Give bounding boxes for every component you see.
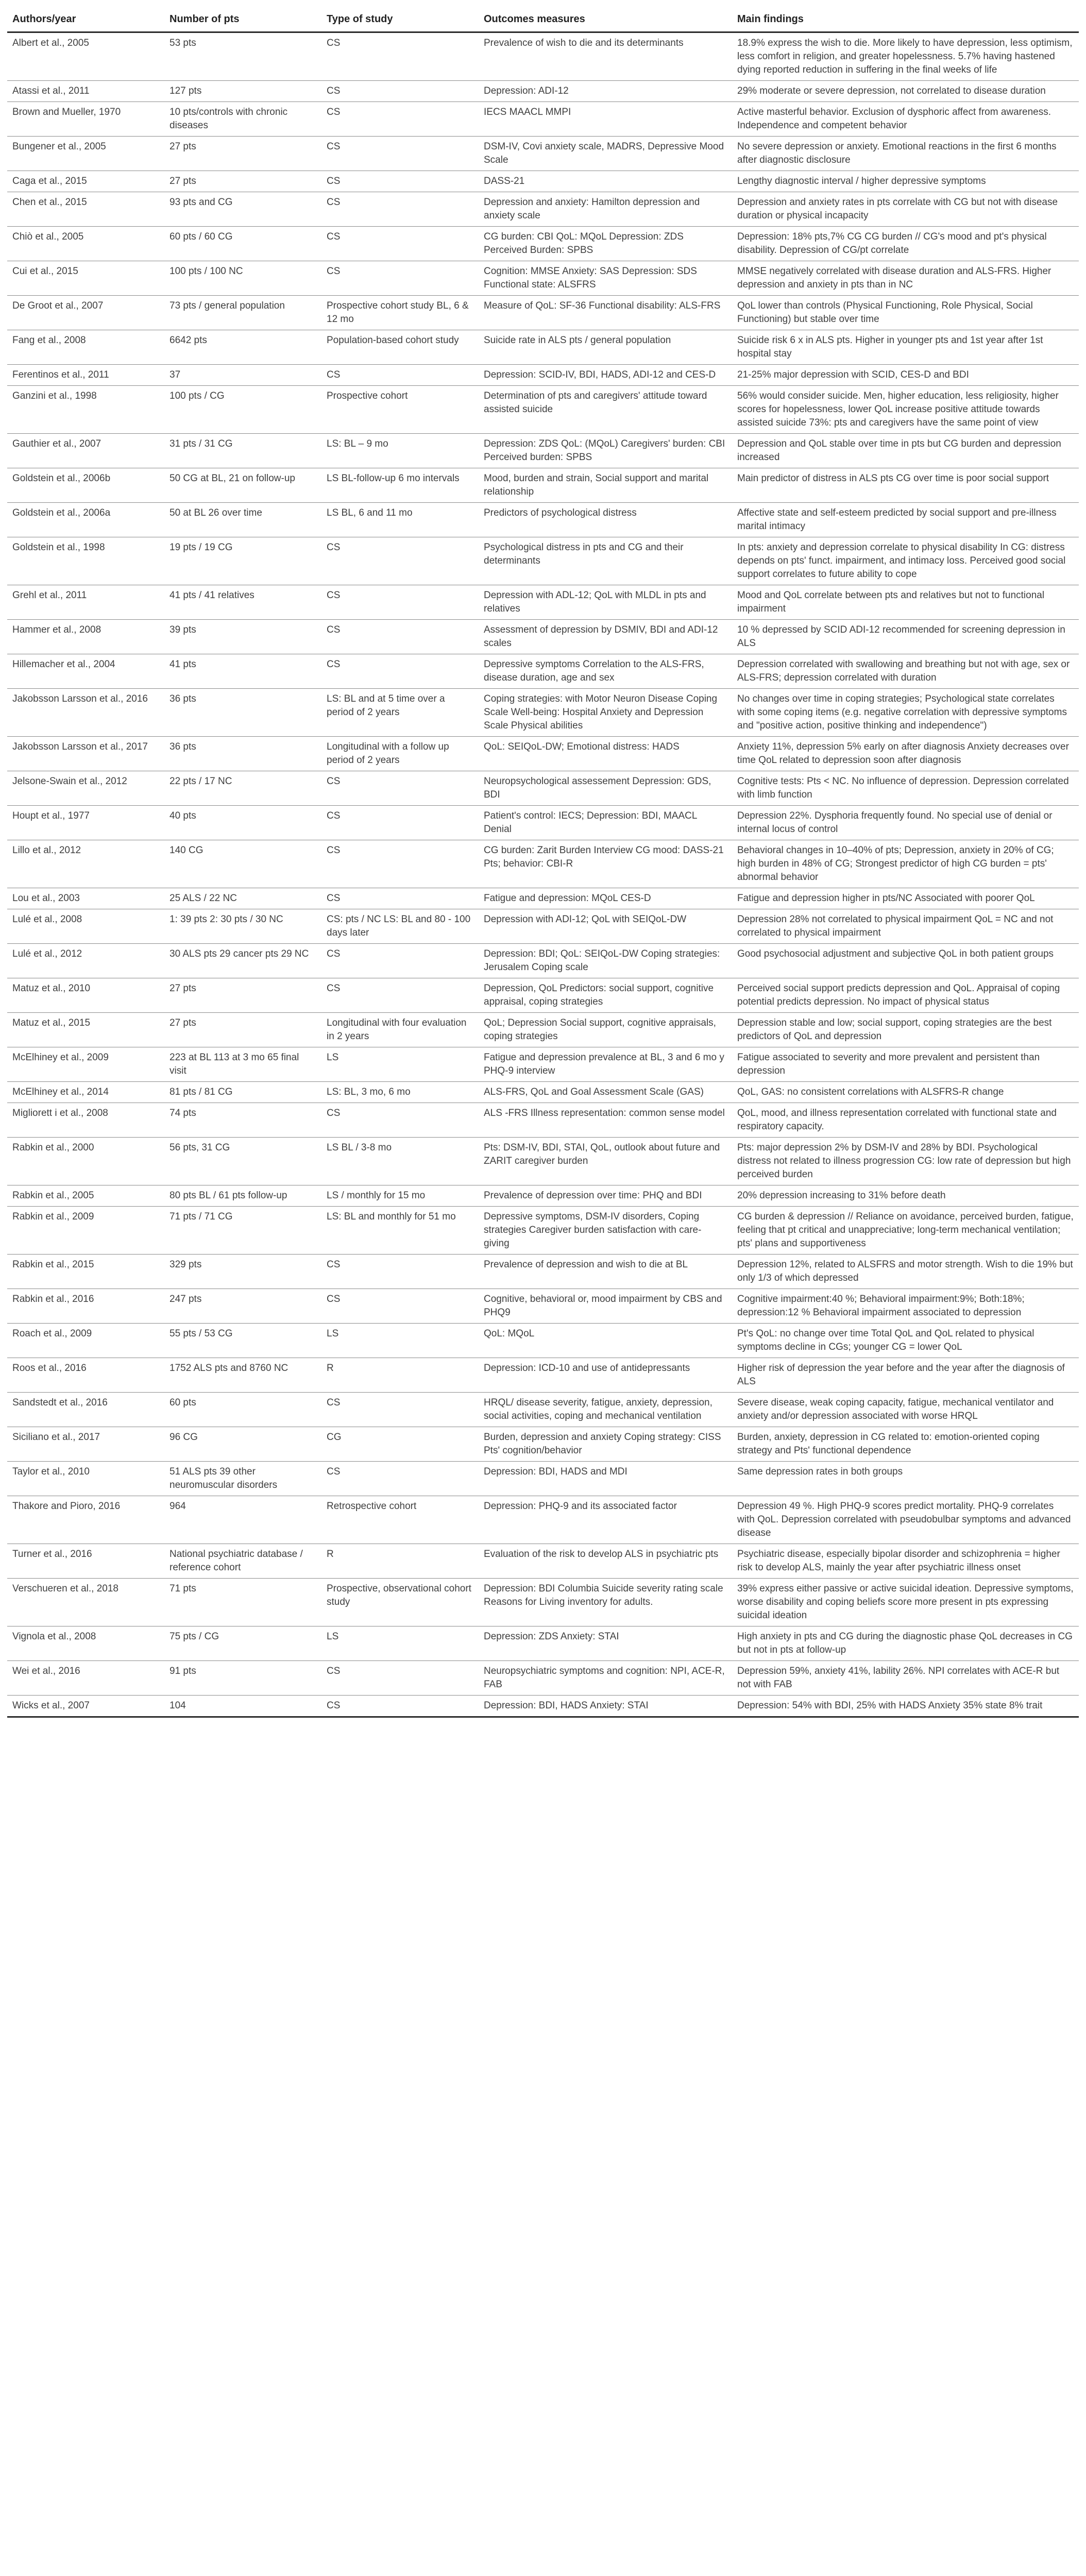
table-body bbox=[7, 32, 1079, 1717]
cell-type-of-study: CS bbox=[321, 171, 479, 192]
cell-authors-year: Houpt et al., 1977 bbox=[7, 806, 164, 840]
cell-authors-year: Wei et al., 2016 bbox=[7, 1661, 164, 1696]
cell-outcomes-measures: DASS-21 bbox=[479, 171, 732, 192]
cell-number-of-pts: 40 pts bbox=[164, 806, 321, 840]
cell-main-findings: Same depression rates in both groups bbox=[732, 1462, 1079, 1496]
table-row bbox=[7, 1496, 1079, 1544]
cell-authors-year: Atassi et al., 2011 bbox=[7, 81, 164, 102]
cell-main-findings: 21-25% major depression with SCID, CES-D and BDI bbox=[732, 365, 1079, 386]
cell-type-of-study: CS: pts / NC LS: BL and 80 - 100 days later bbox=[321, 909, 479, 944]
cell-authors-year: Chen et al., 2015 bbox=[7, 192, 164, 227]
cell-authors-year: Lou et al., 2003 bbox=[7, 888, 164, 909]
cell-main-findings: Depression 59%, anxiety 41%, lability 26%. NPI correlates with ACE-R but not with FAB bbox=[732, 1661, 1079, 1696]
cell-type-of-study: CS bbox=[321, 806, 479, 840]
cell-authors-year: Cui et al., 2015 bbox=[7, 261, 164, 296]
cell-authors-year: Siciliano et al., 2017 bbox=[7, 1427, 164, 1462]
cell-number-of-pts: 27 pts bbox=[164, 1013, 321, 1047]
cell-main-findings: Cognitive impairment:40 %; Behavioral impairment:9%; Both:18%; depression:12 % Behavioral impairment associated to depression bbox=[732, 1289, 1079, 1324]
cell-number-of-pts: 27 pts bbox=[164, 978, 321, 1013]
cell-number-of-pts: 36 pts bbox=[164, 689, 321, 737]
cell-outcomes-measures: Burden, depression and anxiety Coping strategy: CISS Pts' cognition/behavior bbox=[479, 1427, 732, 1462]
cell-type-of-study: CS bbox=[321, 192, 479, 227]
table-row bbox=[7, 1289, 1079, 1324]
cell-type-of-study: CS bbox=[321, 1462, 479, 1496]
cell-number-of-pts: 55 pts / 53 CG bbox=[164, 1324, 321, 1358]
table-row bbox=[7, 1047, 1079, 1082]
cell-outcomes-measures: Depression with ADL-12; QoL with MLDL in pts and relatives bbox=[479, 585, 732, 620]
table-row bbox=[7, 102, 1079, 137]
table-row bbox=[7, 503, 1079, 537]
cell-number-of-pts: 100 pts / 100 NC bbox=[164, 261, 321, 296]
table-row bbox=[7, 1393, 1079, 1427]
cell-authors-year: Caga et al., 2015 bbox=[7, 171, 164, 192]
table-row bbox=[7, 1626, 1079, 1661]
cell-type-of-study: CS bbox=[321, 654, 479, 689]
cell-number-of-pts: 41 pts / 41 relatives bbox=[164, 585, 321, 620]
cell-main-findings: Depression correlated with swallowing and breathing but not with age, sex or ALS-FRS; depression correlated with duration bbox=[732, 654, 1079, 689]
header-number-of-pts: Number of pts bbox=[164, 7, 321, 32]
table-row bbox=[7, 771, 1079, 806]
cell-main-findings: Depression and QoL stable over time in pts but CG burden and depression increased bbox=[732, 434, 1079, 468]
cell-type-of-study: CS bbox=[321, 1393, 479, 1427]
cell-outcomes-measures: Depression: ZDS QoL: (MQoL) Caregivers' burden: CBI Perceived burden: SPBS bbox=[479, 434, 732, 468]
cell-type-of-study: CS bbox=[321, 81, 479, 102]
cell-outcomes-measures: Prevalence of depression over time: PHQ and BDI bbox=[479, 1185, 732, 1207]
cell-outcomes-measures: ALS-FRS, QoL and Goal Assessment Scale (GAS) bbox=[479, 1082, 732, 1103]
table-row bbox=[7, 737, 1079, 771]
cell-type-of-study: CS bbox=[321, 771, 479, 806]
table-row bbox=[7, 1185, 1079, 1207]
cell-outcomes-measures: Predictors of psychological distress bbox=[479, 503, 732, 537]
cell-main-findings: 56% would consider suicide. Men, higher education, less religiosity, higher scores for hopelessness, lower QoL increase positive attitude towards assisted suicide 73%: pts and caregivers have the same point of view bbox=[732, 386, 1079, 434]
cell-number-of-pts: 51 ALS pts 39 other neuromuscular disorders bbox=[164, 1462, 321, 1496]
cell-authors-year: Thakore and Pioro, 2016 bbox=[7, 1496, 164, 1544]
cell-main-findings: Active masterful behavior. Exclusion of dysphoric affect from awareness. Independence and competent behavior bbox=[732, 102, 1079, 137]
cell-authors-year: Hillemacher et al., 2004 bbox=[7, 654, 164, 689]
cell-number-of-pts: 37 bbox=[164, 365, 321, 386]
cell-authors-year: Rabkin et al., 2016 bbox=[7, 1289, 164, 1324]
cell-type-of-study: CS bbox=[321, 365, 479, 386]
cell-main-findings: 29% moderate or severe depression, not correlated to disease duration bbox=[732, 81, 1079, 102]
cell-number-of-pts: 50 at BL 26 over time bbox=[164, 503, 321, 537]
cell-main-findings: 18.9% express the wish to die. More likely to have depression, less optimism, less comfort in religion, and greater hopelessness. 5.7% having hastened dying reported reduction in suffering in the final weeks of life bbox=[732, 32, 1079, 81]
cell-outcomes-measures: QoL: MQoL bbox=[479, 1324, 732, 1358]
cell-type-of-study: Longitudinal with a follow up period of 2 years bbox=[321, 737, 479, 771]
cell-authors-year: Sandstedt et al., 2016 bbox=[7, 1393, 164, 1427]
cell-authors-year: Verschueren et al., 2018 bbox=[7, 1579, 164, 1626]
cell-main-findings: QoL, GAS: no consistent correlations with ALSFRS-R change bbox=[732, 1082, 1079, 1103]
cell-type-of-study: CS bbox=[321, 1103, 479, 1138]
cell-number-of-pts: 41 pts bbox=[164, 654, 321, 689]
cell-outcomes-measures: Prevalence of depression and wish to die at BL bbox=[479, 1255, 732, 1289]
cell-authors-year: Vignola et al., 2008 bbox=[7, 1626, 164, 1661]
cell-authors-year: McElhiney et al., 2014 bbox=[7, 1082, 164, 1103]
cell-authors-year: Migliorett i et al., 2008 bbox=[7, 1103, 164, 1138]
cell-authors-year: Taylor et al., 2010 bbox=[7, 1462, 164, 1496]
table-row bbox=[7, 840, 1079, 888]
table-row bbox=[7, 888, 1079, 909]
cell-main-findings: In pts: anxiety and depression correlate to physical disability In CG: distress depends on pts' funct. impairment, and intimacy loss. Perceived good social support correlates to future ability to cope bbox=[732, 537, 1079, 585]
cell-type-of-study: LS: BL – 9 mo bbox=[321, 434, 479, 468]
cell-outcomes-measures: Depression: SCID-IV, BDI, HADS, ADI-12 and CES-D bbox=[479, 365, 732, 386]
table-row bbox=[7, 81, 1079, 102]
cell-number-of-pts: 964 bbox=[164, 1496, 321, 1544]
cell-main-findings: CG burden & depression // Reliance on avoidance, perceived burden, fatigue, feeling that pt critical and unappreciative; long-term mechanical ventilation; pts' plans and supportiveness bbox=[732, 1207, 1079, 1255]
cell-main-findings: QoL lower than controls (Physical Functioning, Role Physical, Social Functioning) but stable over time bbox=[732, 296, 1079, 330]
header-type-of-study: Type of study bbox=[321, 7, 479, 32]
cell-outcomes-measures: Depression: BDI, HADS Anxiety: STAI bbox=[479, 1696, 732, 1717]
cell-outcomes-measures: Cognition: MMSE Anxiety: SAS Depression: SDS Functional state: ALSFRS bbox=[479, 261, 732, 296]
cell-type-of-study: CS bbox=[321, 32, 479, 81]
table-row bbox=[7, 1082, 1079, 1103]
cell-outcomes-measures: Prevalence of wish to die and its determinants bbox=[479, 32, 732, 81]
table-row bbox=[7, 1579, 1079, 1626]
cell-type-of-study: CS bbox=[321, 102, 479, 137]
cell-main-findings: Fatigue and depression higher in pts/NC Associated with poorer QoL bbox=[732, 888, 1079, 909]
cell-authors-year: Matuz et al., 2010 bbox=[7, 978, 164, 1013]
cell-number-of-pts: 75 pts / CG bbox=[164, 1626, 321, 1661]
cell-type-of-study: CS bbox=[321, 888, 479, 909]
cell-number-of-pts: 19 pts / 19 CG bbox=[164, 537, 321, 585]
cell-main-findings: Mood and QoL correlate between pts and relatives but not to functional impairment bbox=[732, 585, 1079, 620]
cell-number-of-pts: 247 pts bbox=[164, 1289, 321, 1324]
cell-main-findings: Higher risk of depression the year before and the year after the diagnosis of ALS bbox=[732, 1358, 1079, 1393]
cell-outcomes-measures: Depression: BDI Columbia Suicide severity rating scale Reasons for Living inventory for adults. bbox=[479, 1579, 732, 1626]
cell-number-of-pts: 71 pts / 71 CG bbox=[164, 1207, 321, 1255]
table-row bbox=[7, 1103, 1079, 1138]
cell-outcomes-measures: Depression: ADI-12 bbox=[479, 81, 732, 102]
table-row bbox=[7, 1207, 1079, 1255]
cell-type-of-study: CS bbox=[321, 944, 479, 978]
header-authors-year: Authors/year bbox=[7, 7, 164, 32]
cell-main-findings: QoL, mood, and illness representation correlated with functional state and respiratory capacity. bbox=[732, 1103, 1079, 1138]
table-row bbox=[7, 32, 1079, 81]
cell-type-of-study: CS bbox=[321, 840, 479, 888]
cell-number-of-pts: 96 CG bbox=[164, 1427, 321, 1462]
cell-main-findings: 39% express either passive or active suicidal ideation. Depressive symptoms, worse disability and coping beliefs score more present in pts expressing suicidal ideation bbox=[732, 1579, 1079, 1626]
cell-authors-year: Gauthier et al., 2007 bbox=[7, 434, 164, 468]
cell-outcomes-measures: Mood, burden and strain, Social support and marital relationship bbox=[479, 468, 732, 503]
table-row bbox=[7, 1324, 1079, 1358]
cell-number-of-pts: 50 CG at BL, 21 on follow-up bbox=[164, 468, 321, 503]
cell-type-of-study: R bbox=[321, 1358, 479, 1393]
table-row bbox=[7, 386, 1079, 434]
cell-authors-year: Goldstein et al., 1998 bbox=[7, 537, 164, 585]
cell-outcomes-measures: Depressive symptoms Correlation to the ALS-FRS, disease duration, age and sex bbox=[479, 654, 732, 689]
cell-authors-year: Rabkin et al., 2009 bbox=[7, 1207, 164, 1255]
cell-number-of-pts: 80 pts BL / 61 pts follow-up bbox=[164, 1185, 321, 1207]
table-header bbox=[7, 7, 1079, 32]
cell-outcomes-measures: Depression, QoL Predictors: social support, cognitive appraisal, coping strategies bbox=[479, 978, 732, 1013]
cell-outcomes-measures: Depression: PHQ-9 and its associated factor bbox=[479, 1496, 732, 1544]
cell-number-of-pts: 53 pts bbox=[164, 32, 321, 81]
cell-type-of-study: LS: BL and at 5 time over a period of 2 years bbox=[321, 689, 479, 737]
cell-authors-year: McElhiney et al., 2009 bbox=[7, 1047, 164, 1082]
cell-outcomes-measures: ALS -FRS Illness representation: common sense model bbox=[479, 1103, 732, 1138]
table-row bbox=[7, 978, 1079, 1013]
cell-main-findings: Suicide risk 6 x in ALS pts. Higher in younger pts and 1st year after 1st hospital stay bbox=[732, 330, 1079, 365]
cell-number-of-pts: 100 pts / CG bbox=[164, 386, 321, 434]
cell-type-of-study: CS bbox=[321, 620, 479, 654]
cell-type-of-study: CS bbox=[321, 1289, 479, 1324]
cell-outcomes-measures: Suicide rate in ALS pts / general population bbox=[479, 330, 732, 365]
cell-type-of-study: CS bbox=[321, 137, 479, 171]
cell-number-of-pts: 329 pts bbox=[164, 1255, 321, 1289]
cell-type-of-study: LS BL / 3-8 mo bbox=[321, 1138, 479, 1185]
cell-outcomes-measures: Depression: ZDS Anxiety: STAI bbox=[479, 1626, 732, 1661]
cell-number-of-pts: 223 at BL 113 at 3 mo 65 final visit bbox=[164, 1047, 321, 1082]
cell-outcomes-measures: CG burden: Zarit Burden Interview CG mood: DASS-21 Pts; behavior: CBI-R bbox=[479, 840, 732, 888]
cell-number-of-pts: 1752 ALS pts and 8760 NC bbox=[164, 1358, 321, 1393]
cell-type-of-study: CS bbox=[321, 261, 479, 296]
cell-outcomes-measures: Neuropsychological assessement Depression: GDS, BDI bbox=[479, 771, 732, 806]
header-row bbox=[7, 7, 1079, 32]
table-row bbox=[7, 806, 1079, 840]
cell-type-of-study: LS bbox=[321, 1626, 479, 1661]
cell-type-of-study: Prospective, observational cohort study bbox=[321, 1579, 479, 1626]
cell-main-findings: Burden, anxiety, depression in CG related to: emotion-oriented coping strategy and Pts' functional dependence bbox=[732, 1427, 1079, 1462]
table-row bbox=[7, 689, 1079, 737]
cell-outcomes-measures: Depressive symptoms, DSM-IV disorders, Coping strategies Caregiver burden satisfaction with care-giving bbox=[479, 1207, 732, 1255]
cell-number-of-pts: 36 pts bbox=[164, 737, 321, 771]
cell-type-of-study: CS bbox=[321, 1661, 479, 1696]
cell-main-findings: Depression 49 %. High PHQ-9 scores predict mortality. PHQ-9 correlates with QoL. Depression correlated with pseudobulbar symptoms and advanced disease bbox=[732, 1496, 1079, 1544]
table-row bbox=[7, 585, 1079, 620]
cell-type-of-study: LS bbox=[321, 1047, 479, 1082]
table-row bbox=[7, 654, 1079, 689]
cell-outcomes-measures: Patient's control: IECS; Depression: BDI, MAACL Denial bbox=[479, 806, 732, 840]
cell-main-findings: High anxiety in pts and CG during the diagnostic phase QoL decreases in CG but not in pts at follow-up bbox=[732, 1626, 1079, 1661]
cell-number-of-pts: 6642 pts bbox=[164, 330, 321, 365]
cell-outcomes-measures: Assessment of depression by DSMIV, BDI and ADI-12 scales bbox=[479, 620, 732, 654]
cell-outcomes-measures: Fatigue and depression prevalence at BL, 3 and 6 mo y PHQ-9 interview bbox=[479, 1047, 732, 1082]
cell-main-findings: Anxiety 11%, depression 5% early on after diagnosis Anxiety decreases over time QoL related to depression soon after diagnosis bbox=[732, 737, 1079, 771]
cell-main-findings: Main predictor of distress in ALS pts CG over time is poor social support bbox=[732, 468, 1079, 503]
table-row bbox=[7, 944, 1079, 978]
cell-number-of-pts: 1: 39 pts 2: 30 pts / 30 NC bbox=[164, 909, 321, 944]
cell-authors-year: Matuz et al., 2015 bbox=[7, 1013, 164, 1047]
cell-type-of-study: CS bbox=[321, 227, 479, 261]
cell-main-findings: 10 % depressed by SCID ADI-12 recommended for screening depression in ALS bbox=[732, 620, 1079, 654]
table-row bbox=[7, 365, 1079, 386]
cell-number-of-pts: 93 pts and CG bbox=[164, 192, 321, 227]
cell-outcomes-measures: Determination of pts and caregivers' attitude toward assisted suicide bbox=[479, 386, 732, 434]
cell-main-findings: Depression 12%, related to ALSFRS and motor strength. Wish to die 19% but only 1/3 of which depressed bbox=[732, 1255, 1079, 1289]
cell-outcomes-measures: Depression: BDI; QoL: SEIQoL-DW Coping strategies: Jerusalem Coping scale bbox=[479, 944, 732, 978]
cell-main-findings: Fatigue associated to severity and more prevalent and persistent than depression bbox=[732, 1047, 1079, 1082]
cell-outcomes-measures: Psychological distress in pts and CG and their determinants bbox=[479, 537, 732, 585]
cell-authors-year: Lulé et al., 2008 bbox=[7, 909, 164, 944]
cell-authors-year: Goldstein et al., 2006a bbox=[7, 503, 164, 537]
cell-type-of-study: Prospective cohort study BL, 6 & 12 mo bbox=[321, 296, 479, 330]
cell-authors-year: Rabkin et al., 2005 bbox=[7, 1185, 164, 1207]
cell-outcomes-measures: IECS MAACL MMPI bbox=[479, 102, 732, 137]
cell-outcomes-measures: Depression and anxiety: Hamilton depression and anxiety scale bbox=[479, 192, 732, 227]
cell-number-of-pts: 39 pts bbox=[164, 620, 321, 654]
cell-type-of-study: CG bbox=[321, 1427, 479, 1462]
cell-type-of-study: CS bbox=[321, 978, 479, 1013]
cell-main-findings: Psychiatric disease, especially bipolar disorder and schizophrenia = higher risk to develop ALS, mainly the year after psychiatric illness onset bbox=[732, 1544, 1079, 1579]
cell-authors-year: Jakobsson Larsson et al., 2017 bbox=[7, 737, 164, 771]
cell-type-of-study: CS bbox=[321, 1255, 479, 1289]
cell-authors-year: Roos et al., 2016 bbox=[7, 1358, 164, 1393]
table-row bbox=[7, 1462, 1079, 1496]
table-row bbox=[7, 192, 1079, 227]
cell-number-of-pts: 74 pts bbox=[164, 1103, 321, 1138]
cell-number-of-pts: 127 pts bbox=[164, 81, 321, 102]
cell-main-findings: Good psychosocial adjustment and subjective QoL in both patient groups bbox=[732, 944, 1079, 978]
cell-type-of-study: Longitudinal with four evaluation in 2 years bbox=[321, 1013, 479, 1047]
cell-authors-year: Rabkin et al., 2000 bbox=[7, 1138, 164, 1185]
cell-type-of-study: LS BL, 6 and 11 mo bbox=[321, 503, 479, 537]
cell-authors-year: Ganzini et al., 1998 bbox=[7, 386, 164, 434]
header-outcomes-measures: Outcomes measures bbox=[479, 7, 732, 32]
header-main-findings: Main findings bbox=[732, 7, 1079, 32]
cell-outcomes-measures: Coping strategies: with Motor Neuron Disease Coping Scale Well-being: Hospital Anxiety and Depression Scale Physical abilities bbox=[479, 689, 732, 737]
cell-main-findings: Severe disease, weak coping capacity, fatigue, mechanical ventilator and anxiety and/or depression associated with worse HRQL bbox=[732, 1393, 1079, 1427]
cell-number-of-pts: 10 pts/controls with chronic diseases bbox=[164, 102, 321, 137]
table-row bbox=[7, 330, 1079, 365]
cell-main-findings: Depression: 54% with BDI, 25% with HADS Anxiety 35% state 8% trait bbox=[732, 1696, 1079, 1717]
cell-authors-year: Fang et al., 2008 bbox=[7, 330, 164, 365]
cell-type-of-study: Retrospective cohort bbox=[321, 1496, 479, 1544]
literature-table bbox=[7, 7, 1079, 1718]
cell-authors-year: Turner et al., 2016 bbox=[7, 1544, 164, 1579]
table-row bbox=[7, 227, 1079, 261]
cell-authors-year: Hammer et al., 2008 bbox=[7, 620, 164, 654]
cell-type-of-study: Population-based cohort study bbox=[321, 330, 479, 365]
cell-type-of-study: Prospective cohort bbox=[321, 386, 479, 434]
cell-outcomes-measures: Depression with ADI-12; QoL with SEIQoL-DW bbox=[479, 909, 732, 944]
cell-number-of-pts: National psychiatric database / reference cohort bbox=[164, 1544, 321, 1579]
cell-number-of-pts: 31 pts / 31 CG bbox=[164, 434, 321, 468]
cell-main-findings: Behavioral changes in 10–40% of pts; Depression, anxiety in 20% of CG; high burden in 48% of CG; Strongest predictor of high CG burden = pts' abnormal behavior bbox=[732, 840, 1079, 888]
table-row bbox=[7, 137, 1079, 171]
cell-number-of-pts: 25 ALS / 22 NC bbox=[164, 888, 321, 909]
cell-authors-year: Rabkin et al., 2015 bbox=[7, 1255, 164, 1289]
cell-outcomes-measures: Measure of QoL: SF-36 Functional disability: ALS-FRS bbox=[479, 296, 732, 330]
cell-type-of-study: LS / monthly for 15 mo bbox=[321, 1185, 479, 1207]
cell-authors-year: Grehl et al., 2011 bbox=[7, 585, 164, 620]
cell-authors-year: Wicks et al., 2007 bbox=[7, 1696, 164, 1717]
cell-authors-year: Chiò et al., 2005 bbox=[7, 227, 164, 261]
cell-number-of-pts: 140 CG bbox=[164, 840, 321, 888]
cell-number-of-pts: 73 pts / general population bbox=[164, 296, 321, 330]
cell-main-findings: Depression and anxiety rates in pts correlate with CG but not with disease duration or physical incapacity bbox=[732, 192, 1079, 227]
cell-outcomes-measures: CG burden: CBI QoL: MQoL Depression: ZDS Perceived Burden: SPBS bbox=[479, 227, 732, 261]
table-row bbox=[7, 620, 1079, 654]
cell-number-of-pts: 81 pts / 81 CG bbox=[164, 1082, 321, 1103]
cell-main-findings: Depression 22%. Dysphoria frequently found. No special use of denial or internal locus of control bbox=[732, 806, 1079, 840]
table-row bbox=[7, 261, 1079, 296]
table-row bbox=[7, 909, 1079, 944]
cell-type-of-study: LS: BL, 3 mo, 6 mo bbox=[321, 1082, 479, 1103]
cell-main-findings: Depression 28% not correlated to physical impairment QoL = NC and not correlated to physical impairment bbox=[732, 909, 1079, 944]
table-row bbox=[7, 1661, 1079, 1696]
cell-outcomes-measures: HRQL/ disease severity, fatigue, anxiety, depression, social activities, coping and mechanical ventilation bbox=[479, 1393, 732, 1427]
cell-number-of-pts: 60 pts bbox=[164, 1393, 321, 1427]
table-row bbox=[7, 1427, 1079, 1462]
cell-authors-year: Bungener et al., 2005 bbox=[7, 137, 164, 171]
cell-main-findings: Lengthy diagnostic interval / higher depressive symptoms bbox=[732, 171, 1079, 192]
cell-main-findings: Cognitive tests: Pts < NC. No influence of depression. Depression correlated with limb function bbox=[732, 771, 1079, 806]
table-row bbox=[7, 1255, 1079, 1289]
cell-authors-year: Roach et al., 2009 bbox=[7, 1324, 164, 1358]
cell-main-findings: 20% depression increasing to 31% before death bbox=[732, 1185, 1079, 1207]
cell-authors-year: Jelsone-Swain et al., 2012 bbox=[7, 771, 164, 806]
cell-main-findings: Pt's QoL: no change over time Total QoL and QoL related to physical symptoms decline in CGs; younger CG = lower QoL bbox=[732, 1324, 1079, 1358]
cell-outcomes-measures: Pts: DSM-IV, BDI, STAI, QoL, outlook about future and ZARIT caregiver burden bbox=[479, 1138, 732, 1185]
cell-type-of-study: LS bbox=[321, 1324, 479, 1358]
cell-outcomes-measures: QoL: SEIQoL-DW; Emotional distress: HADS bbox=[479, 737, 732, 771]
cell-type-of-study: CS bbox=[321, 1696, 479, 1717]
cell-main-findings: Pts: major depression 2% by DSM-IV and 28% by BDI. Psychological distress not related to illness progression CG: low rate of depression but high perceived burden bbox=[732, 1138, 1079, 1185]
cell-authors-year: Lulé et al., 2012 bbox=[7, 944, 164, 978]
cell-number-of-pts: 104 bbox=[164, 1696, 321, 1717]
table-row bbox=[7, 171, 1079, 192]
cell-number-of-pts: 56 pts, 31 CG bbox=[164, 1138, 321, 1185]
cell-main-findings: No changes over time in coping strategies; Psychological state correlates with some coping items (e.g. negative correlation with depressive symptoms and "positive action, positive thinking and independence") bbox=[732, 689, 1079, 737]
table-row bbox=[7, 434, 1079, 468]
cell-authors-year: Jakobsson Larsson et al., 2016 bbox=[7, 689, 164, 737]
cell-type-of-study: CS bbox=[321, 537, 479, 585]
cell-outcomes-measures: Depression: BDI, HADS and MDI bbox=[479, 1462, 732, 1496]
cell-number-of-pts: 71 pts bbox=[164, 1579, 321, 1626]
cell-outcomes-measures: Depression: ICD-10 and use of antidepressants bbox=[479, 1358, 732, 1393]
table-row bbox=[7, 1138, 1079, 1185]
cell-authors-year: Goldstein et al., 2006b bbox=[7, 468, 164, 503]
cell-authors-year: De Groot et al., 2007 bbox=[7, 296, 164, 330]
cell-number-of-pts: 91 pts bbox=[164, 1661, 321, 1696]
cell-main-findings: Depression: 18% pts,7% CG CG burden // CG's mood and pt's physical disability. Depression of CG/pt correlate bbox=[732, 227, 1079, 261]
cell-number-of-pts: 30 ALS pts 29 cancer pts 29 NC bbox=[164, 944, 321, 978]
cell-number-of-pts: 60 pts / 60 CG bbox=[164, 227, 321, 261]
cell-main-findings: Affective state and self-esteem predicted by social support and pre-illness marital intimacy bbox=[732, 503, 1079, 537]
cell-number-of-pts: 27 pts bbox=[164, 171, 321, 192]
table-row bbox=[7, 468, 1079, 503]
cell-outcomes-measures: Evaluation of the risk to develop ALS in psychiatric pts bbox=[479, 1544, 732, 1579]
cell-outcomes-measures: DSM-IV, Covi anxiety scale, MADRS, Depressive Mood Scale bbox=[479, 137, 732, 171]
cell-main-findings: No severe depression or anxiety. Emotional reactions in the first 6 months after diagnostic disclosure bbox=[732, 137, 1079, 171]
table-row bbox=[7, 1013, 1079, 1047]
table-row bbox=[7, 1358, 1079, 1393]
cell-main-findings: MMSE negatively correlated with disease duration and ALS-FRS. Higher depression and anxiety in pts than in NC bbox=[732, 261, 1079, 296]
cell-outcomes-measures: Neuropsychiatric symptoms and cognition: NPI, ACE-R, FAB bbox=[479, 1661, 732, 1696]
table-row bbox=[7, 296, 1079, 330]
cell-authors-year: Ferentinos et al., 2011 bbox=[7, 365, 164, 386]
table-row bbox=[7, 1696, 1079, 1717]
cell-type-of-study: R bbox=[321, 1544, 479, 1579]
cell-outcomes-measures: Fatigue and depression: MQoL CES-D bbox=[479, 888, 732, 909]
cell-type-of-study: LS: BL and monthly for 51 mo bbox=[321, 1207, 479, 1255]
cell-number-of-pts: 22 pts / 17 NC bbox=[164, 771, 321, 806]
table-row bbox=[7, 1544, 1079, 1579]
table-row bbox=[7, 537, 1079, 585]
cell-type-of-study: CS bbox=[321, 585, 479, 620]
cell-authors-year: Lillo et al., 2012 bbox=[7, 840, 164, 888]
cell-authors-year: Albert et al., 2005 bbox=[7, 32, 164, 81]
cell-main-findings: Perceived social support predicts depression and QoL. Appraisal of coping potential predicts depression. No impact of physical status bbox=[732, 978, 1079, 1013]
cell-outcomes-measures: Cognitive, behavioral or, mood impairment by CBS and PHQ9 bbox=[479, 1289, 732, 1324]
cell-main-findings: Depression stable and low; social support, coping strategies are the best predictors of QoL and depression bbox=[732, 1013, 1079, 1047]
cell-authors-year: Brown and Mueller, 1970 bbox=[7, 102, 164, 137]
cell-number-of-pts: 27 pts bbox=[164, 137, 321, 171]
cell-type-of-study: LS BL-follow-up 6 mo intervals bbox=[321, 468, 479, 503]
cell-outcomes-measures: QoL; Depression Social support, cognitive appraisals, coping strategies bbox=[479, 1013, 732, 1047]
